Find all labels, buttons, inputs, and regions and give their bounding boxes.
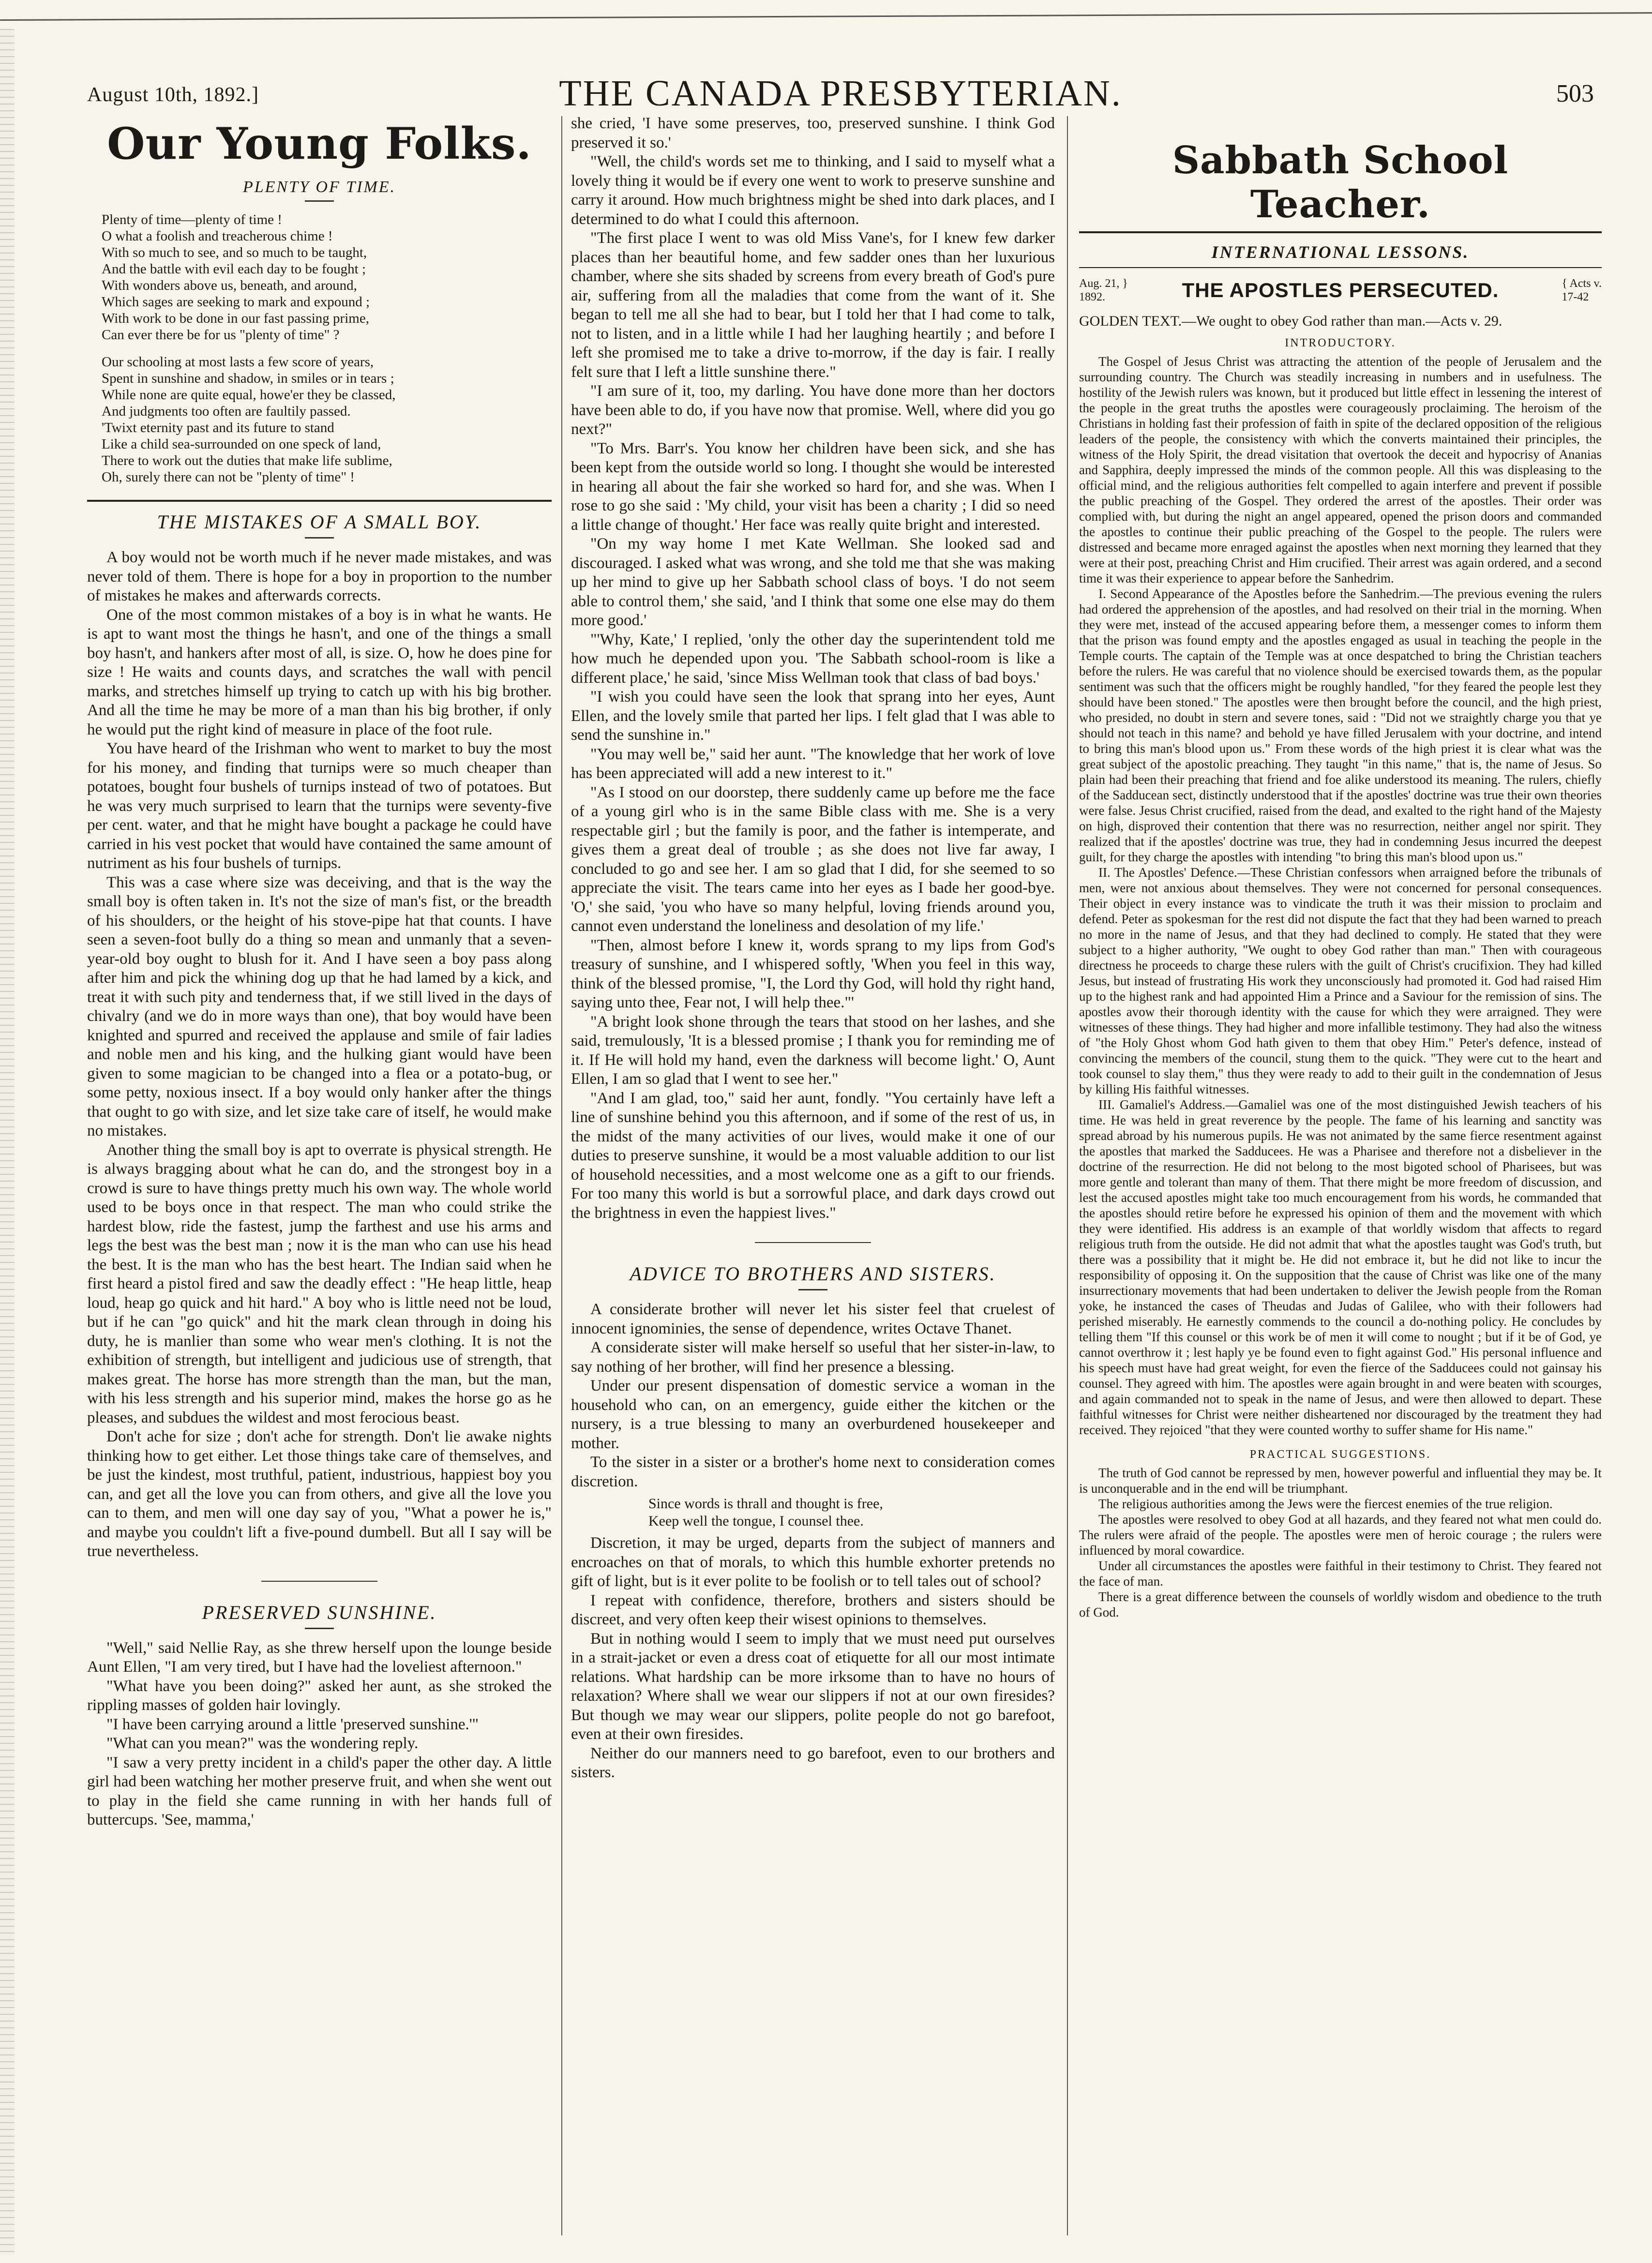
poem-stanza-2 — [102, 354, 552, 485]
paragraph: "I saw a very pretty incident in a child's paper the other day. A little girl had been watching her mother preserve fruit, and when she went out to play in the field she came running in with her hands full of buttercups. 'See, mamma,' — [87, 1753, 552, 1828]
paragraph: "To Mrs. Barr's. You know her children have been sick, and she has been kept from the outside world so long. I thought she would be interested in hearing all about the fair she worked so hard for, and she was. When I rose to go she said : 'My child, your visit has been a charity ; I did so need a little change of thought.' Her face was really quite bright and interested. — [571, 439, 1055, 534]
paragraph: The truth of God cannot be repressed by men, however powerful and influential they may be. It is unconquerable and in the end will be triumphant. — [1079, 1466, 1602, 1496]
heading-rule — [1079, 231, 1602, 233]
paragraph: III. Gamaliel's Address.—Gamaliel was one of the most distinguished Jewish teachers of his time. He was held in great reverence by the people. The fame of his learning and sanctity was spread abroad by his numerous pupils. He was not animated by the same fierce resentment against the apostles that marked the Sadducees. He was a Pharisee and therefore not a disbeliever in the doctrine of the resurrection. He did not belong to the most bigoted school of Pharisees, but was more gentle and tolerant than many of them. That there might be more freedom of discussion, and lest the accused apostles might take too much encouragement from his words, he commanded that the apostles should retire before he expressed his opinion of them and the movement with which they were identified. His address is an example of that worldly wisdom that affects to regard religious truth from the outside. He did not admit that what the apostles taught was God's truth, but there was a possibility that it might be. He did not embrace it, but he did not like to incur the responsibility of opposing it. On the supposition that the cause of Christ was like one of the many insurrectionary movements that had been undertaken to deliver the Jewish people from the Roman yoke, he instanced the cases of Theudas and Judas of Galilee, who with their followers had perished miserably. He earnestly commends to the council a do-nothing policy. He concludes by telling them "If this counsel or this work be of men it will come to nought ; but if it be of God, ye cannot overthrow it ; lest haply ye be found even to fight against God." His personal influence and his speech must have had great weight, for even the fierce of the Sadducees could not gainsay his counsel. They agreed with him. The apostles were again brought in and were beaten with scourges, and again commanded not to speak in the name of Jesus, and were then allowed to depart. These faithful witnesses for Christ were neither disheartened nor discouraged by the treatment they had received. They rejoiced "that they were counted worthy to suffer shame for His name." — [1079, 1097, 1602, 1437]
lesson-reference — [1562, 277, 1602, 304]
paragraph: "I am sure of it, too, my darling. You have done more than her doctors have been able to do, if you have now that promise. Well, where did you go next?" — [571, 382, 1055, 438]
poem-line: Can ever there be for us "plenty of time" ? — [102, 327, 340, 343]
poem — [102, 211, 552, 485]
paragraph: "The first place I went to was old Miss Vane's, for I knew few darker places than her beautiful home, and few sadder ones than her luxurious chamber, where she sits shaded by screens from every breath of God's pure air, suffering from all the maladies that come from the want of it. She began to tell me all she had to bear, but I told her that I had come to talk, not to listen, and in a little while I had her laughing heartily ; and before I left she promised me to take a drive to-morrow, if the day is fair. I really felt sure that I left a little sunshine there." — [571, 229, 1055, 381]
lesson-reference-line: 17-42 — [1562, 291, 1589, 303]
paragraph: Don't ache for size ; don't ache for strength. Don't lie awake nights thinking how to get either. Let those things take care of themselves, and be just the kindest, most truthful, patient, industrious, happiest boy you can, and get all the love you can from others, and give all the love you can to them, and men will one day say of you, "What a power he is," and maybe you couldn't lift a five-pound dumbell. But all I say will be true nevertheless. — [87, 1428, 552, 1560]
paragraph: I repeat with confidence, therefore, brothers and sisters should be discreet, and very often keep their wisest opinions to themselves. — [571, 1591, 1055, 1628]
paragraph: "I have been carrying around a little 'preserved sunshine.'" — [106, 1715, 479, 1733]
poem-line: Like a child sea-surrounded on one speck of land, — [102, 436, 381, 452]
poem-line: Our schooling at most lasts a few score of years, — [102, 354, 374, 370]
paragraph: Under our present dispensation of domestic service a woman in the household who can, on an emergency, guide either the kitchen or the nursery, is a true blessing to many an overburdened housekeeper and mother. — [571, 1377, 1055, 1452]
paragraph: Discretion, it may be urged, departs from the subject of manners and encroaches on that of morals, to which this humble exhorter pretends no gift of light, but is it ever polite to be foolish or to tell tales out of school? — [571, 1534, 1055, 1590]
paragraph: The religious authorities among the Jews were the fiercest enemies of the true religion. — [1098, 1497, 1553, 1511]
paragraph: "On my way home I met Kate Wellman. She looked sad and discouraged. I asked what was wrong, and she told me that she was making up her mind to give up her Sabbath school class of boys. 'I do not seem able to control them,' she said, 'and I think that some one else may do them more good.' — [571, 535, 1055, 629]
poem-line: While none are quite equal, howe'er they be classed, — [102, 387, 396, 403]
section-rule — [755, 1242, 871, 1243]
title-dash — [305, 1628, 334, 1629]
paragraph: One of the most common mistakes of a boy is in what he wants. He is apt to want most the things he hasn't, and one of the things a small boy hasn't, and hankers after most of all, is size. O, how he does pine for size ! He waits and counts days, and scratches the wall with pencil marks, and stretches himself up trying to catch up with his big brother. And all the time he may be more of a man than his big brother, if only he would put the right kind of measure in place of the foot rule. — [87, 606, 552, 738]
section-heading-sabbath-school: Sabbath School Teacher. — [1172, 138, 1509, 226]
paragraph: "And I am glad, too," said her aunt, fondly. "You certainly have left a line of sunshine behind you this afternoon, and if some of the rest of us, in the midst of the many activities of our lives, would make it one of our duties to preserve sunshine, it would be a most valuable addition to our list of household necessities, and a most welcome one as a gift to our friends. For too many this world is but a sorrowful place, and dark days crowd out the brightness in even the happiest lives." — [571, 1089, 1055, 1222]
poem-line: O what a foolish and treacherous chime ! — [102, 228, 333, 244]
section-rule — [261, 1581, 377, 1582]
heading-rule — [1079, 267, 1602, 268]
section-rule — [87, 500, 552, 502]
section-heading-young-folks: Our Young Folks. — [107, 118, 532, 169]
title-dash — [798, 1289, 827, 1290]
paragraph: "You may well be," said her aunt. "The knowledge that her work of love has been appreciated will add a new interest to it." — [571, 745, 1055, 782]
poem-line: There to work out the duties that make life sublime, — [102, 453, 392, 468]
lesson-title: THE APOSTLES PERSECUTED. — [1182, 279, 1499, 301]
poem-line: Plenty of time—plenty of time ! — [102, 212, 282, 227]
poem-line: Spent in sunshine and shadow, in smiles or in tears ; — [102, 371, 394, 386]
lesson-header — [1079, 274, 1602, 308]
poem-line: And judgments too often are faultily passed. — [102, 404, 351, 419]
paragraph: A considerate sister will make herself so useful that her sister-in-law, to say nothing of her brother, will find her presence a blessing. — [571, 1339, 1055, 1376]
paragraph: "I wish you could have seen the look that sprang into her eyes, Aunt Ellen, and the lovely smile that parted her lips. I felt glad that I was able to send the sunshine in." — [571, 688, 1055, 744]
poem-line: Which sages are seeking to mark and expound ; — [102, 294, 370, 310]
poem-stanza-1 — [102, 211, 552, 343]
poem-line: And the battle with evil each day to be fought ; — [102, 261, 366, 277]
column-2 — [571, 111, 1055, 2240]
paragraph: The apostles were resolved to obey God at all hazards, and they feared not what men could do. The rulers were afraid of the people. The apostles were men of heroic courage ; the rulers were influenced by moral cowardice. — [1079, 1512, 1602, 1558]
column-1 — [87, 111, 552, 2240]
top-edge-line — [0, 0, 1652, 21]
lessons-subheading: INTERNATIONAL LESSONS. — [1211, 242, 1470, 262]
paragraph: "As I stood on our doorstep, there suddenly came up before me the face of a young girl who is in the same Bible class with me. She is a very respectable girl ; but the family is poor, and the father is intemperate, and gives them a great deal of trouble ; as she does not live far away, I concluded to go and see her. I am so glad that I did, for she seemed to so appreciate the visit. The tears came into her eyes as I bade her good-bye. 'O,' she said, 'you who have so many helpful, loving friends around you, cannot even understand the loneliness and desolation of my life.' — [571, 783, 1055, 935]
article-title-mistakes: THE MISTAKES OF A SMALL BOY. — [157, 511, 482, 533]
poem-line: With so much to see, and so much to be taught, — [102, 245, 367, 260]
paragraph: I. Second Appearance of the Apostles before the Sanhedrim.—The previous evening the rulers had ordered the apprehension of the apostles, and had resolved on their trial in the morning. When they were met, instead of the accused appearing before them, a messenger comes to inform them that the prison was found empty and the apostles engaged as usual in teaching the people in the Temple courts. The captain of the Temple was at once despatched to bring the Christian teachers before the rulers. He was careful that no violence should be exercised towards them, as the popular sentiment was such that the officers might be roughly handled, "for they feared the people lest they should have been stoned." The apostles were then brought before the council, and the high priest, who presided, no doubt in stern and severe tones, said : "Did not we straightly charge you that ye should not teach in this name? and behold ye have filled Jerusalem with your doctrine, and intend to bring this man's blood upon us." From these words of the high priest it is clear what was the great subject of the apostolic preaching. They taught "in this name," that is, the name of Jesus. So plain had been their preaching that friend and foe alike understood its meaning. The rulers, chiefly of the Sadducean sect, distinctly understood that if the apostles' doctrine was true their own theories were false. Jesus Christ crucified, raised from the dead, and exalted to the right hand of the Majesty on high, disproved their contention that there was no resurrection, neither angel nor spirit. They realized that if the apostles' doctrine was true, they had in condemning Jesus incurred the deepest guilt, for they charge the apostles with intending "to bring this man's blood upon us." — [1079, 586, 1602, 864]
paragraph: To the sister in a sister or a brother's home next to consideration comes discretion. — [571, 1454, 1055, 1490]
couplet-line: Since words is thrall and thought is free, — [648, 1496, 883, 1512]
poem-line: With work to be done in our fast passing prime, — [102, 311, 369, 326]
issue-date: August 10th, 1892.] — [87, 84, 259, 106]
paragraph: The Gospel of Jesus Christ was attracting the attention of the people of Jerusalem and the surrounding country. The Church was steadily increasing in numbers and in usefulness. The hostility of the Jewish rulers was known, but it produced but little effect in lessening the interest of the people in the great truths the apostles were courageously proclaiming. The heroism of the Christians in holding fast their profession of faith in spite of the declared opposition of the religious leaders of the people, the consistency with which the converts maintained their principles, the witness of the Holy Spirit, the dread visitation that overtook the deceit and hypocrisy of Ananias and Sapphira, deeply impressed the minds of the common people. All this was displeasing to the official mind, and the religious authorities felt compelled to again interfere and prevent if possible the public preaching of the Gospel. They ordered the arrest of the apostles. Their order was complied with, but during the night an angel appeared, opened the prison doors and commanded the apostles to continue their public preaching of the Gospel to the people. The rulers were distressed and became more enraged against the apostles when next morning they learned that they were at their post, preaching Christ and Him crucified. Their arrest was again ordered, and a second time it was their experience to appear before the Sanhedrim. — [1079, 354, 1602, 585]
article-title-preserved-sunshine: PRESERVED SUNSHINE. — [202, 1601, 437, 1623]
paragraph: "A bright look shone through the tears that stood on her lashes, and she said, tremulously, 'It is a blessed promise ; I thank you for reminding me of it. If He will hold my hand, even the darkness will become light.' O, Aunt Ellen, I am so glad that I went to see her." — [571, 1013, 1055, 1088]
paragraph: she cried, 'I have some preserves, too, preserved sunshine. I think God preserved it so.' — [571, 115, 1055, 151]
paragraph: A boy would not be worth much if he never made mistakes, and was never told of them. There is hope for a boy in proportion to the number of mistakes he makes and afterwards corrects. — [87, 549, 552, 604]
paragraph: This was a case where size was deceiving, and that is the way the small boy is often taken in. It's not the size of man's fist, or the breadth of his shoulders, or the height of his stove-pipe hat that counts. I have seen a seven-foot bully do a thing so mean and unmanly that a seven-year-old boy ought to blush for it. And I have seen a boy pass along after him and pick the whining dog up that he had lamed by a kick, and treat it with such pity and tenderness that, if we still lived in the days of chivalry (and we do in more ways than one), that boy would have been knighted and spurred and received the applause and smile of fair ladies and noble men and his king, and the hulking giant would have been given to some magician to be changed into a flea or a potato-bug, or some petty, noxious insect. If a boy would only hanker after the things that ought to go with size, and let size take care of itself, he would make no mistakes. — [87, 873, 552, 1139]
paragraph: "Well," said Nellie Ray, as she threw herself upon the lounge beside Aunt Ellen, "I am very tired, but I have had the loveliest afternoon." — [87, 1639, 552, 1676]
golden-text: GOLDEN TEXT.—We ought to obey God rather than man.—Acts v. 29. — [1079, 313, 1502, 329]
article-title-advice: ADVICE TO BROTHERS AND SISTERS. — [630, 1263, 996, 1285]
couplet — [648, 1495, 1055, 1530]
paragraph: "Well, the child's words set me to thinking, and I said to myself what a lovely thing it would be if every one went to work to preserve sunshine and carry it around. How much brightness might be shed into dark places, and I determined to do what I could this afternoon. — [571, 153, 1055, 228]
paragraph: There is a great difference between the counsels of worldly wisdom and obedience to the truth of God. — [1079, 1589, 1602, 1619]
paragraph: A considerate brother will never let his sister feel that cruelest of innocent ignominies, the sense of dependence, writes Octave Thanet. — [571, 1301, 1055, 1337]
page-number: 503 — [1556, 80, 1594, 107]
lesson-date-line: 1892. — [1079, 291, 1105, 303]
title-dash — [305, 537, 334, 539]
column-rule-2 — [1067, 116, 1068, 2235]
paragraph: II. The Apostles' Defence.—These Christian confessors when arraigned before the tribunals of men, were not anxious about themselves. They were not concerned for personal consequences. Their object in every instance was to vindicate the truth it was their mission to proclaim and defend. Peter as spokesman for the rest did not dispute the fact that they had been warned to preach no more in the name of Jesus, and that they had declined to comply. He stated that they were subject to a higher authority, "We ought to obey God rather than man." Then with courageous directness he proceeds to charge these rulers with the guilt of Christ's crucifixion. They had killed Jesus, but instead of frustrating His work they unconsciously had promoted it. God had raised Him up to the highest rank and had appointed Him a Prince and a Saviour for the remission of sins. The apostles avow their thorough identity with the cause for which they were arraigned. They were witnesses of these things. They had higher and more infallible testimony. They had also the witness of "the Holy Ghost whom God hath given to them that obey Him." Peter's defence, instead of convincing the members of the council, stung them to the quick. "They were cut to the heart and took counsel to slay them," thus they were ready to add to their guilt in the condemnation of Jesus by killing His faithful witnesses. — [1079, 865, 1602, 1096]
paragraph: But in nothing would I seem to imply that we must need put ourselves in a strait-jacket or even a dress coat of etiquette for all our most intimate relations. What hardship can be more irksome than to have no hours of relaxation? Where shall we wear our slippers if not at our own firesides? But though we may wear our slippers, polite people do not go barefoot, even at their own firesides. — [571, 1630, 1055, 1743]
paper-title: THE CANADA PRESBYTERIAN. — [559, 73, 1122, 114]
paragraph: "What have you been doing?" asked her aunt, as she stroked the rippling masses of golden hair lovingly. — [87, 1677, 552, 1714]
introductory-heading: INTRODUCTORY. — [1285, 337, 1396, 349]
paragraph: "What can you mean?" was the wondering reply. — [106, 1735, 419, 1752]
paragraph: "Then, almost before I knew it, words sprang to my lips from God's treasury of sunshine, and I whispered softly, 'When you feel in this way, think of the blessed promise, "I, the Lord thy God, will hold thy right hand, saying unto thee, Fear not, I will help thee."' — [571, 936, 1055, 1011]
lesson-reference-line: { Acts v. — [1562, 277, 1602, 290]
poem-line: Oh, surely there can not be "plenty of time" ! — [102, 469, 355, 485]
paragraph: Neither do our manners need to go barefoot, even to our brothers and sisters. — [571, 1744, 1055, 1781]
paragraph: Under all circumstances the apostles were faithful in their testimony to Christ. They feared not the face of man. — [1079, 1559, 1602, 1589]
paragraph: You have heard of the Irishman who went to market to buy the most for his money, and finding that turnips were so much cheaper than potatoes, bought four bushels of turnips instead of two of potatoes. But he was very much surprised to learn that the turnips were seventy-five per cent. water, and that he might have bought a package he could have carried in his vest pocket that would have contained the same amount of nutriment as his four bushels of turnips. — [87, 740, 552, 872]
practical-heading: PRACTICAL SUGGESTIONS. — [1249, 1448, 1431, 1461]
couplet-line: Keep well the tongue, I counsel thee. — [648, 1513, 864, 1529]
binding-edge — [0, 29, 15, 2255]
paragraph: "'Why, Kate,' I replied, 'only the other day the superintendent told me how much he depended upon you. 'The Sabbath school-room is like a different place,' he said, 'since Miss Wellman took that class of bad boys.' — [571, 630, 1055, 687]
lesson-date-line: Aug. 21, } — [1079, 277, 1128, 290]
poem-line: 'Twixt eternity past and its future to stand — [102, 420, 334, 435]
column-3 — [1079, 111, 1602, 2240]
column-rule-1 — [561, 116, 562, 2235]
poem-title: PLENTY OF TIME. — [242, 178, 396, 196]
poem-line: With wonders above us, beneath, and around, — [102, 278, 357, 293]
paragraph: Another thing the small boy is apt to overrate is physical strength. He is always bragging about what he can do, and the strongest boy in a crowd is sure to have things pretty much his own way. The whole world used to be boys once in that respect. The man who could strike the hardest blow, ride the fastest, jump the farthest and use his arms and legs the best was the best man ; now it is the man who can use his head the best. It is the man who has the best heart. The Indian said when he first heard a pistol fired and saw the deadly effect : "He heap little, heap loud, heap go quick and hit hard." A boy who is little need not be loud, but if he can "go quick" and hit the mark clean through in doing his duty, he is manlier than some who wear men's clothing. It is not the exhibition of strength, but intelligent and judicious use of strength, that makes great. The horse has more strength than the man, but the man, with his less strength and his superior mind, makes the horse go as he pleases, and subdues the wildest and most ferocious beast. — [87, 1141, 552, 1426]
title-dash — [305, 200, 334, 202]
